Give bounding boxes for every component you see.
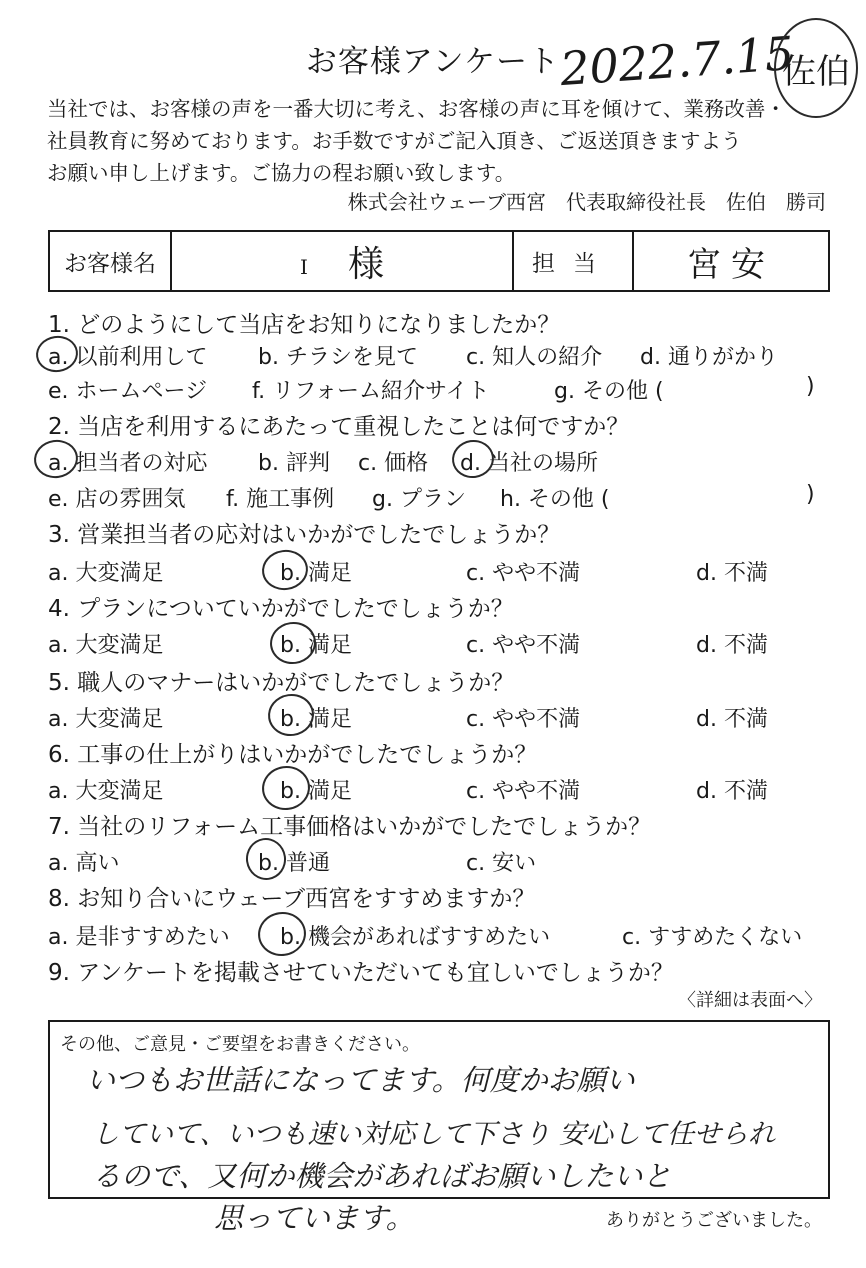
q8-option-b: b. 機会があればすすめたい [280,925,551,950]
q5-option-c: c. やや不満 [466,707,581,732]
q1-option-g: g. その他 ( [554,379,664,404]
q8-option-a: a. 是非すすめたい [48,925,230,950]
comment-line-4: 思っています。 [214,1201,415,1235]
q2-option-d: d. 当社の場所 [460,451,598,476]
q8-answer-circle [255,909,309,959]
q8-option-c: c. すすめたくない [622,925,803,950]
q2-option-f: f. 施工事例 [226,487,335,512]
q3-option-d: d. 不満 [696,561,768,586]
q2-option-g: g. プラン [372,487,466,512]
q2-option-b: b. 評判 [258,451,330,476]
q5-option-d: d. 不満 [696,707,768,732]
customer-name-field [172,232,514,290]
question-6: 6. 工事の仕上がりはいかがでしたでしょうか？ [48,742,538,768]
handwritten-date: 2022.7.15 [558,25,796,97]
staff-label: 担当 [514,232,634,290]
question-2: 2. 当店を利用するにあたって重視したことは何ですか？ [48,414,630,440]
q2-option-e: e. 店の雰囲気 [48,487,186,512]
customer-info-box [48,230,830,292]
q4-option-a: a. 大変満足 [48,633,164,658]
comment-label: その他、ご意見・ご要望をお書きください。 [60,1034,420,1055]
q6-answer-circle [259,763,313,813]
staff-name: 宮安 [687,244,775,285]
q7-option-a: a. 高い [48,851,120,876]
q4-answer-circle [267,619,318,667]
intro-line-2: 社員教育に努めております。お手数ですがご記入頂き、ご返送頂きますよう [47,129,742,153]
company-signature: 株式会社ウェーブ西宮 代表取締役社長 佐伯 勝司 [347,190,826,214]
q2-option-h-close: ) [806,482,815,507]
question-1: 1. どのようにして当店をお知りになりましたか？ [48,312,561,338]
q5-option-a: a. 大変満足 [48,707,164,732]
question-9: 9. アンケートを掲載させていただいても宜しいでしょうか？ [48,960,674,986]
q1-option-f: f. リフォーム紹介サイト [252,379,490,404]
q4-option-c: c. やや不満 [466,633,581,658]
question-7: 7. 当社のリフォーム工事価格はいかがでしたでしょうか？ [48,814,652,840]
thanks-text: ありがとうございました。 [606,1210,822,1231]
details-note: 〈詳細は表面へ〉 [678,990,822,1011]
q1-option-g-close: ) [806,374,815,399]
approval-seal: 佐伯 [774,18,858,118]
q5-option-b: b. 満足 [280,707,352,732]
question-4: 4. プランについていかがでしたでしょうか？ [48,596,514,622]
intro-line-3: お願い申し上げます。ご協力の程お願い致します。 [47,161,516,185]
q1-option-a: a. 以前利用して [48,345,208,370]
question-3: 3. 営業担当者の応対はいかがでしたでしょうか？ [48,522,561,548]
comment-line-2: していて、いつも速い対応して下さり 安心して任せられ [92,1119,776,1150]
q1-option-e: e. ホームページ [48,379,208,404]
q3-option-b: b. 満足 [280,561,352,586]
q6-option-c: c. やや不満 [466,779,581,804]
q4-option-d: d. 不満 [696,633,768,658]
intro-line-1: 当社では、お客様の声を一番大切に考え、お客様の声に耳を傾けて、業務改善・ [47,97,786,121]
q3-option-a: a. 大変満足 [48,561,164,586]
customer-honorific: 様 [347,243,384,285]
q2-option-a: a. 担当者の対応 [48,451,208,476]
comment-line-3: るので、又何か機会があればお願いしたいと [92,1159,672,1193]
q1-option-d: d. 通りがかり [640,345,778,370]
question-8: 8. お知り合いにウェーブ西宮をすすめますか？ [48,886,536,912]
q4-option-b: b. 満足 [280,633,352,658]
question-5: 5. 職人のマナーはいかがでしたでしょうか？ [48,670,515,696]
q1-option-c: c. 知人の紹介 [466,345,603,370]
q3-option-c: c. やや不満 [466,561,581,586]
customer-initial: I [300,255,308,279]
comment-line-1: いつもお世話になってます。何度かお願い [86,1063,635,1097]
q7-option-c: c. 安い [466,851,537,876]
q6-option-a: a. 大変満足 [48,779,164,804]
customer-name-label: お客様名 [50,232,172,290]
q7-option-b: b. 普通 [258,851,330,876]
q2-option-h: h. その他 ( [500,487,610,512]
survey-title: お客様アンケート [305,44,561,80]
q6-option-b: b. 満足 [280,779,352,804]
q2-option-c: c. 価格 [358,451,429,476]
q1-option-b: b. チラシを見て [258,345,418,370]
q6-option-d: d. 不満 [696,779,768,804]
